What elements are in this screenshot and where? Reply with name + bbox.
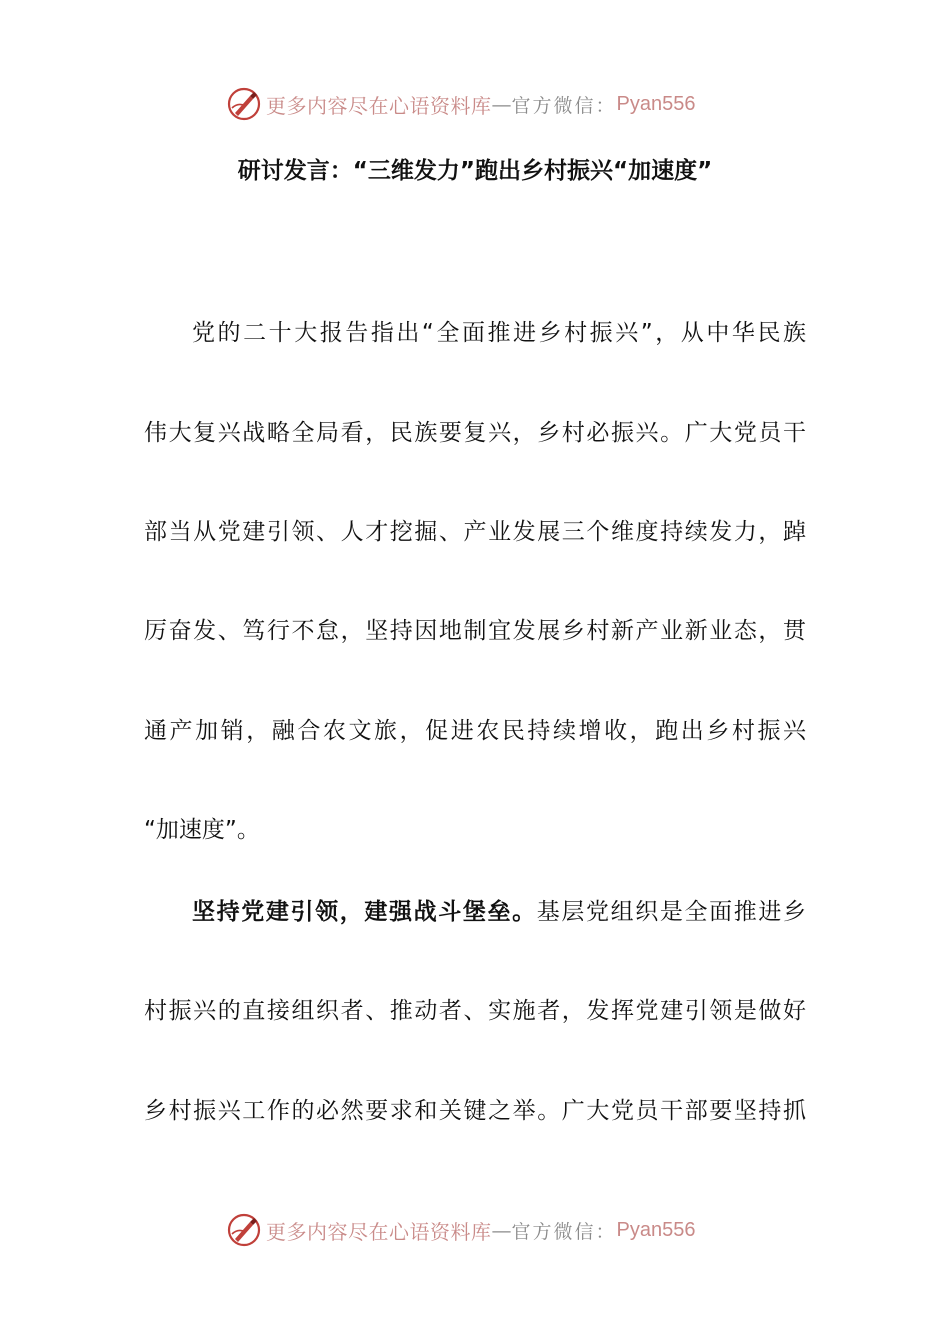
para1-line-3: 部当从党建引领、人才挖掘、产业发展三个维度持续发力，踔 (144, 519, 806, 545)
watermark-wechat-id: Pyan556 (616, 92, 696, 115)
watermark-wechat-id: Pyan556 (616, 1218, 696, 1241)
pen-logo-icon (226, 86, 262, 122)
para2-line-3: 乡村振兴工作的必然要求和关键之举。广大党员干部要坚持抓 (144, 1098, 806, 1124)
para1-line-4: 厉奋发、笃行不怠，坚持因地制宜发展乡村新产业新业态，贯 (144, 618, 806, 644)
para1-line-6: “加速度”。 (144, 817, 260, 843)
watermark-text: 更多内容尽在心语资料库 (266, 93, 492, 118)
watermark-wechat-label: 官方微信： (511, 94, 617, 117)
pen-logo-icon (226, 1212, 262, 1248)
para1-line-5: 通产加销，融合农文旅，促进农民持续增收，跑出乡村振兴 (144, 718, 806, 744)
para2-lead-bold: 坚持党建引领，建强战斗堡垒。 (192, 899, 537, 925)
watermark-dash: — (491, 92, 512, 116)
watermark-dash: — (491, 1218, 512, 1242)
watermark-banner-top (226, 84, 746, 124)
para2-line-1 (144, 897, 806, 927)
document-title: 研讨发言：“三维发力”跑出乡村振兴“加速度” (237, 158, 713, 184)
para2-line-2: 村振兴的直接组织者、推动者、实施者，发挥党建引领是做好 (144, 998, 806, 1024)
para1-line-1: 党的二十大报告指出“全面推进乡村振兴”，从中华民族 (192, 320, 806, 346)
para1-line-2: 伟大复兴战略全局看，民族要复兴，乡村必振兴。广大党员干 (144, 420, 806, 446)
watermark-text: 更多内容尽在心语资料库 (266, 1219, 492, 1244)
para2-lead-rest: 基层党组织是全面推进乡 (536, 899, 806, 925)
watermark-wechat-label: 官方微信： (511, 1220, 617, 1243)
watermark-banner-bottom (226, 1210, 746, 1250)
